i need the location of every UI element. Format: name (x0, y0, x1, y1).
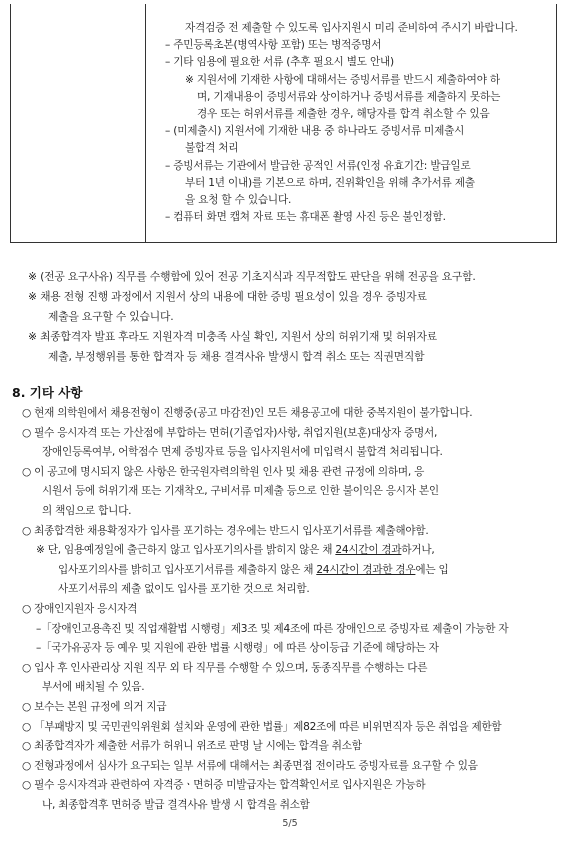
section-line: 시원서 등에 허위기재 또는 기재착오, 구비서류 미제출 등으로 인한 불이익은 응시자 본인 (42, 485, 439, 498)
table-cell-documents (153, 20, 553, 226)
section-line: ○ 이 공고에 명시되지 않은 사항은 한국원자력의학원 인사 및 채용 관련 규정에 의하며, 응 (22, 465, 425, 478)
table-cell-line: 을 요청 할 수 있습니다. (185, 194, 292, 207)
section-line: ○ 장애인지원자 응시자격 (22, 602, 138, 615)
table-cell-line: – 컴퓨터 화면 캡쳐 자료 또는 휴대폰 촬영 사진 등은 불인정함. (165, 211, 446, 224)
section-line: –「장애인고용촉진 및 직업재활법 시행령」제3조 및 제4조에 따른 장애인으로 증빙자료 제출이 가능한 자 (36, 622, 509, 635)
note-line: 제출, 부정행위를 통한 합격자 등 채용 결격사유 발생시 합격 취소 또는 직권면직함 (48, 350, 425, 363)
notes-block (28, 267, 558, 367)
section-line (22, 541, 557, 561)
section-line: ○ 보수는 본원 규정에 의거 지급 (22, 700, 167, 713)
note-line: ※ 채용 전형 진행 과정에서 지원서 상의 내용에 대한 증빙 필요성이 있을 경우 증빙자료 (28, 290, 427, 303)
underlined-text: 24시간이 경과 (335, 544, 402, 557)
section-line: ○ 최종합격한 채용확정자가 입사를 포기하는 경우에는 반드시 입사포기서류를 제출해야함. (22, 524, 429, 537)
text-span: ※ 단, 임용예정일에 출근하지 않고 입사포기의사를 밝히지 않은 채 (36, 544, 336, 557)
text-span: 에는 입 (415, 563, 449, 576)
table-cell-line: – (미제출시) 지원서에 기재한 내용 중 하나라도 증빙서류 미제출시 (165, 125, 465, 138)
text-span: 하거나, (401, 544, 435, 557)
section-other-items (22, 404, 557, 815)
section-title: 8. 기타 사항 (12, 385, 83, 400)
section-line: ○ 전형과정에서 심사가 요구되는 일부 서류에 대해서는 최종면접 전이라도 증빙자료를 요구할 수 있음 (22, 759, 478, 772)
section-line: ○ 필수 응시자격과 관련하여 자격증ㆍ면허증 미발급자는 합격확인서로 입사지원은 가능하 (22, 779, 426, 792)
table-cell-line: – 증빙서류는 기관에서 발급한 공적인 서류(인정 유효기간: 발급일로 (165, 159, 471, 172)
note-line: ※ (전공 요구사유) 직무를 수행함에 있어 전공 기초지식과 직무적합도 판단을 위해 전공을 요구함. (28, 270, 476, 283)
note-line: ※ 최종합격자 발표 후라도 지원자격 미충족 사실 확인, 지원서 상의 허위기재 및 허위자료 (28, 330, 437, 343)
section-line: ○ 필수 응시자격 또는 가산점에 부합하는 면허(기졸업자)사항, 취업지원(보훈)대상자 증명서, (22, 426, 438, 439)
table-cell-line: – 주민등록초본(병역사항 포함) 또는 병적증명서 (165, 39, 382, 52)
table-column-divider (145, 4, 146, 242)
note-line: 제출을 요구할 수 있습니다. (48, 310, 174, 323)
table-cell-line: 자격검증 전 제출할 수 있도록 입사지원시 미리 준비하여 주시기 바랍니다. (185, 22, 518, 34)
section-line (22, 561, 557, 581)
section-line: 부서에 배치될 수 있음. (42, 681, 145, 694)
underlined-text: 24시간이 경과한 경우 (316, 563, 416, 576)
table-cell-line: – 기타 임용에 필요한 서류 (추후 필요시 별도 안내) (165, 56, 394, 69)
table-cell-line: 부터 1년 이내)를 기본으로 하며, 진위확인을 위해 추가서류 제출 (185, 176, 475, 189)
table-cell-line: 경우 또는 허위서류를 제출한 경우, 해당자를 합격 취소할 수 있음 (197, 108, 490, 121)
section-line: ○ 「부패방지 및 국민권익위원회 설치와 운영에 관한 법률」제82조에 따른 비위면직자 등은 취업을 제한함 (22, 720, 502, 733)
page-number: 5/5 (282, 818, 298, 829)
section-line: 나, 최종합격후 면허증 발급 결격사유 발생 시 합격을 취소함 (42, 798, 310, 811)
section-line: ○ 최종합격자가 제출한 서류가 허위니 위조로 판명 날 시에는 합격을 취소함 (22, 740, 362, 753)
section-line: –「국가유공자 등 예우 및 지원에 관한 법률 시행령」에 따른 상이등급 기준에 해당하는 자 (36, 642, 439, 655)
requirements-table (10, 4, 557, 243)
section-line: ○ 입사 후 인사관리상 지원 직무 외 타 직무를 수행할 수 있으며, 동종직무를 수행하는 다른 (22, 661, 428, 674)
table-cell-line: 불합격 처리 (185, 142, 239, 155)
section-line: ○ 현재 의학원에서 채용전형이 진행중(공고 마감전)인 모든 채용공고에 대한 중복지원이 불가합니다. (22, 407, 473, 419)
section-line: 장애인등록여부, 어학점수 면제 증빙자료 등을 입사지원서에 미입력시 불합격 처리됩니다. (42, 446, 443, 459)
section-line: 의 책임으로 합니다. (42, 504, 132, 517)
table-cell-line: ※ 지원서에 기재한 사항에 대해서는 증빙서류를 반드시 제출하여야 하 (185, 73, 500, 86)
text-span: 입사포기의사를 밝히고 입사포기서류를 제출하지 않은 채 (58, 563, 317, 576)
table-cell-line: 며, 기재내용이 증빙서류와 상이하거나 증빙서류를 제출하지 못하는 (197, 90, 501, 103)
section-line: 사포기서류의 제출 없이도 입사를 포기한 것으로 처리함. (58, 583, 310, 596)
